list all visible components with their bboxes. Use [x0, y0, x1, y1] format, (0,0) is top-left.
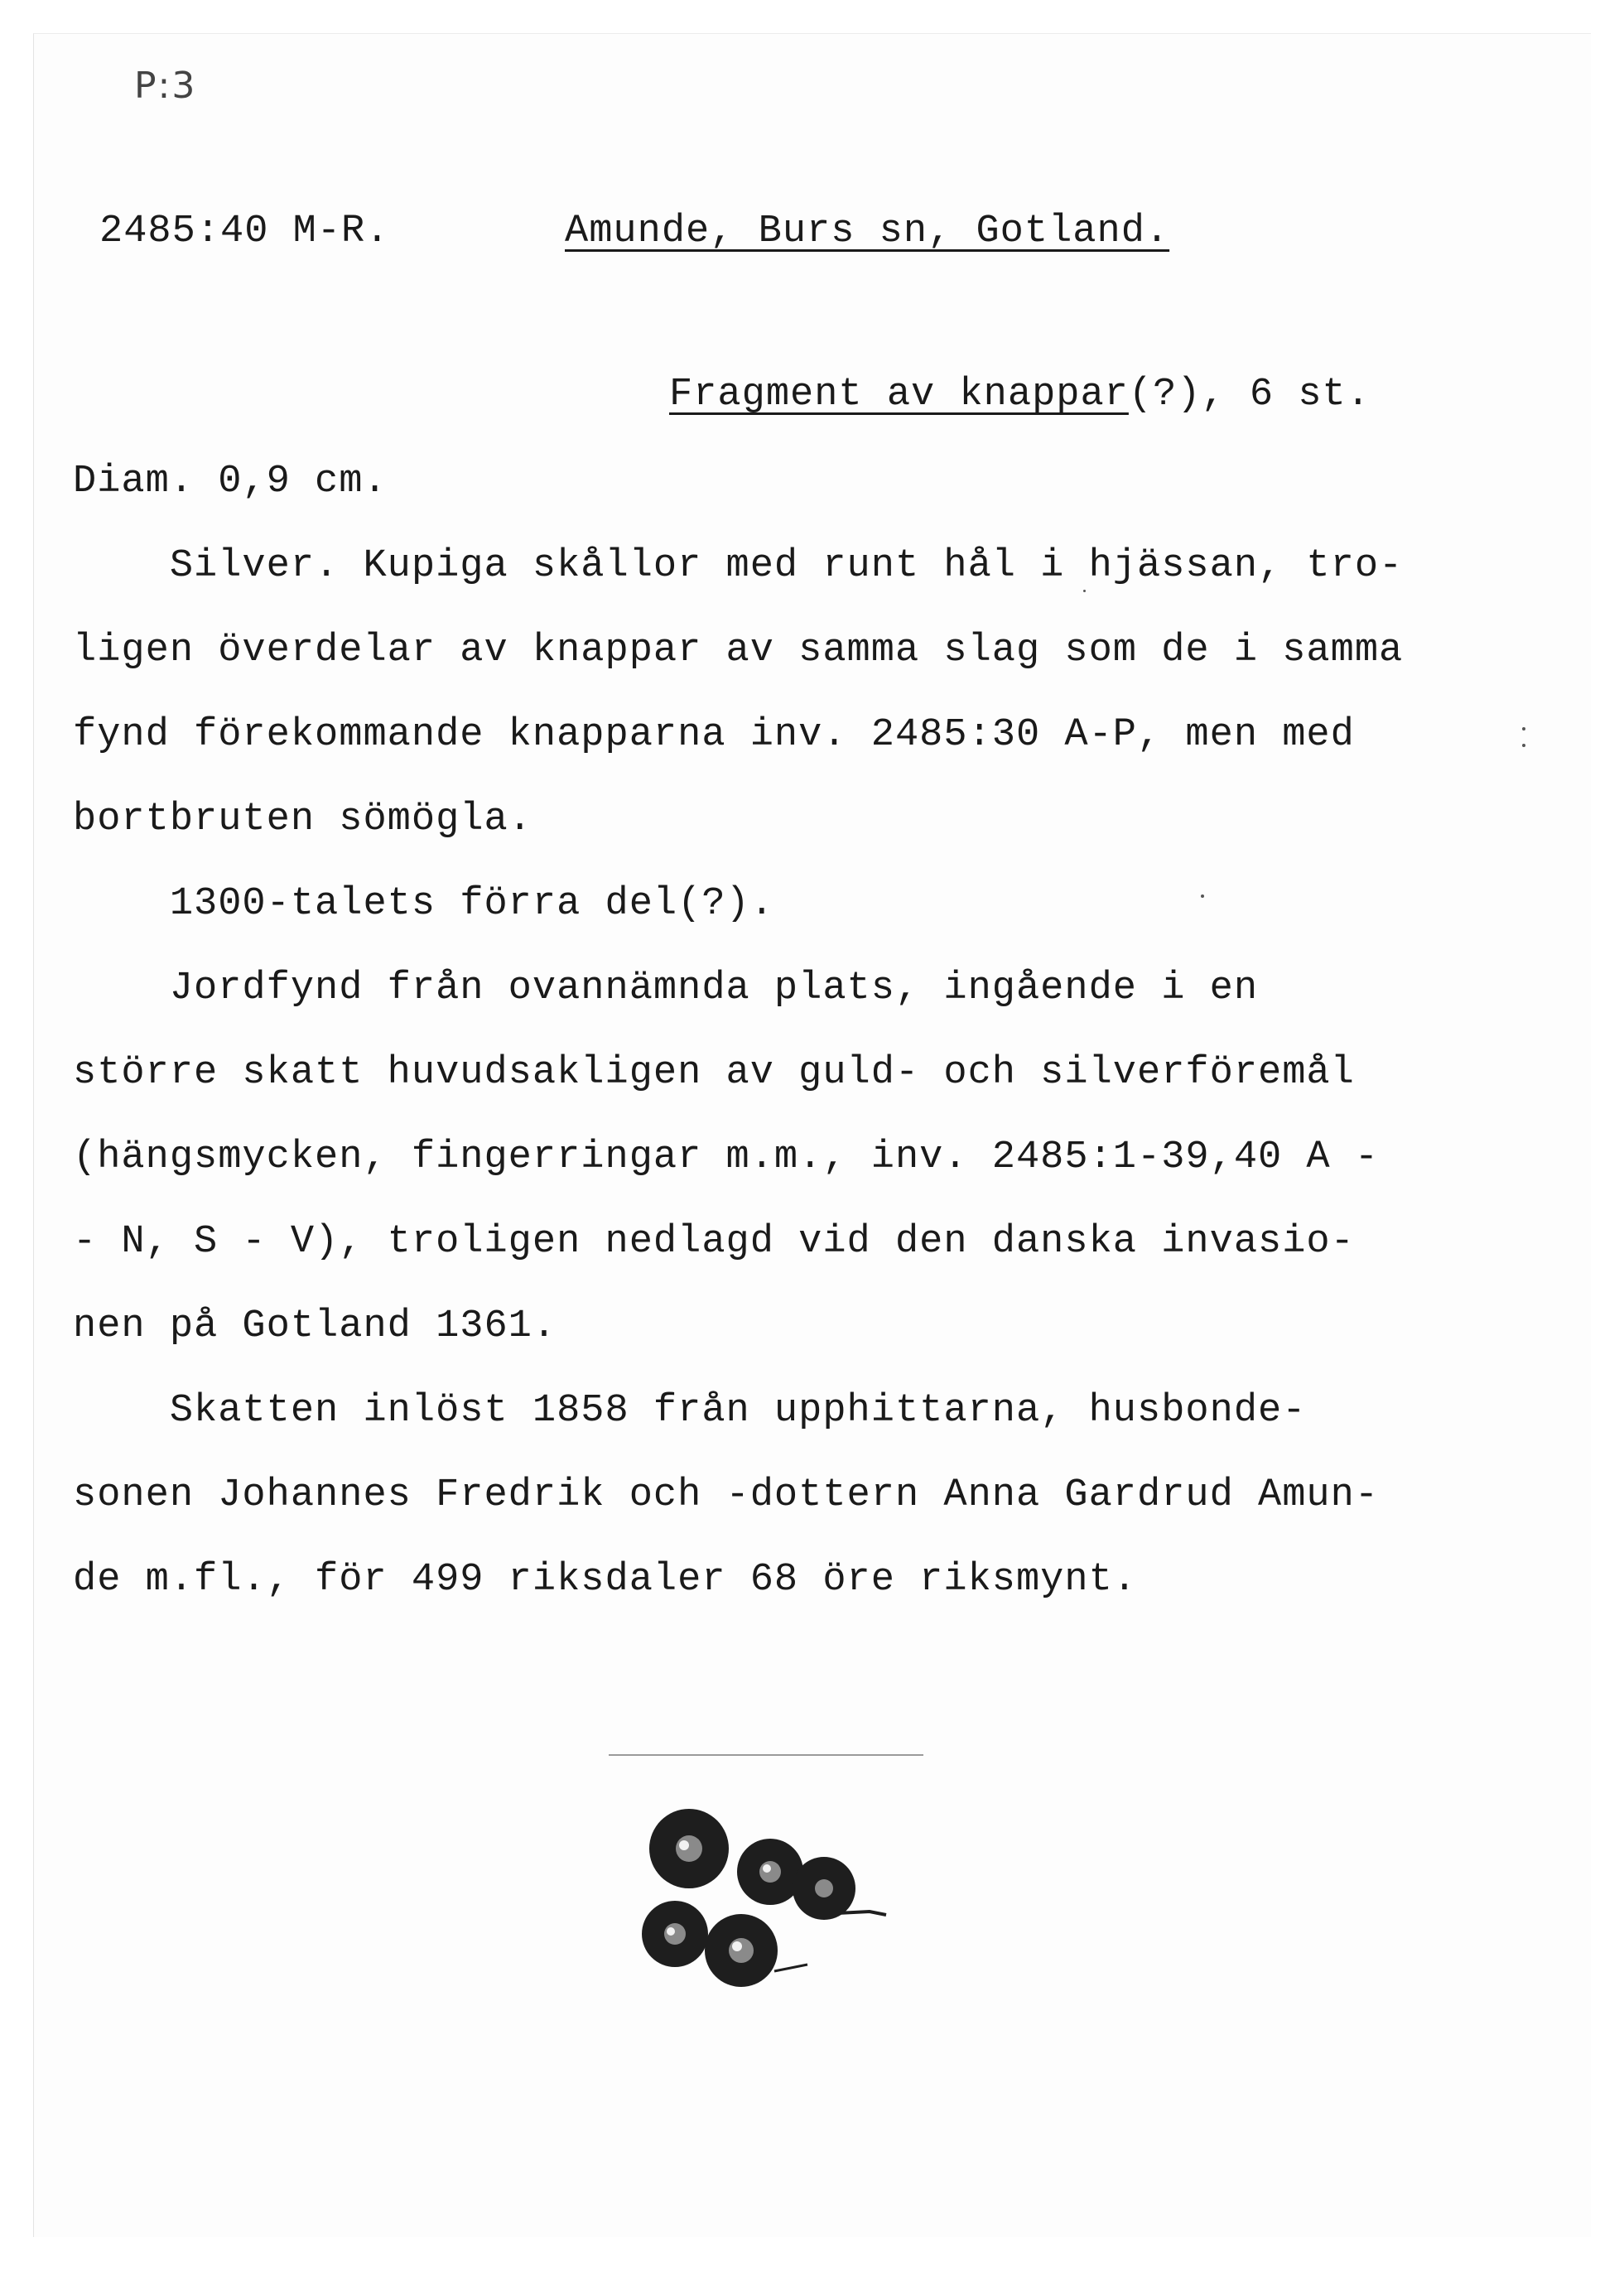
text-line: 1300-talets förra del(?).	[73, 882, 774, 926]
find-location: Amunde, Burs sn, Gotland.	[565, 210, 1170, 253]
inventory-number: 2485:40 M-R.	[99, 210, 390, 253]
paper-speck	[1201, 894, 1204, 898]
object-title-line	[669, 373, 1371, 417]
text-line: ligen överdelar av knappar av samma slag som de i samma	[73, 629, 1404, 673]
text-line: Jordfynd från ovannämnda plats, ingående i en	[73, 967, 1259, 1010]
text-line: - N, S - V), troligen nedlagd vid den danska invasio-	[73, 1220, 1355, 1264]
text-line: fynd förekommande knapparna inv. 2485:30 A-P, men med	[73, 713, 1355, 757]
handwritten-mark: P:3	[134, 65, 197, 107]
text-line: de m.fl., för 499 riksdaler 68 öre riksmynt.	[73, 1558, 1138, 1602]
paper-speck	[1522, 744, 1525, 747]
text-line: större skatt huvudsakligen av guld- och silverföremål	[73, 1051, 1355, 1095]
text-line: (hängsmycken, fingerringar m.m., inv. 2485:1-39,40 A -	[73, 1136, 1380, 1179]
object-title: Fragment av knappar	[669, 373, 1129, 417]
text-line: nen på Gotland 1361.	[73, 1304, 557, 1348]
text-line: Diam. 0,9 cm.	[73, 460, 388, 504]
object-title-suffix: (?), 6 st.	[1128, 373, 1371, 417]
text-line: Silver. Kupiga skållor med runt hål i hjässan, tro-	[73, 544, 1404, 588]
divider-rule	[609, 1754, 923, 1756]
text-line: bortbruten sömögla.	[73, 798, 532, 841]
text-line: Skatten inlöst 1858 från upphittarna, husbonde-	[73, 1389, 1307, 1433]
text-line: sonen Johannes Fredrik och -dottern Anna Gardrud Amun-	[73, 1473, 1380, 1517]
paper-speck	[1522, 727, 1525, 730]
button-fragments-photo	[629, 1789, 903, 2004]
paper-speck	[1083, 590, 1086, 592]
